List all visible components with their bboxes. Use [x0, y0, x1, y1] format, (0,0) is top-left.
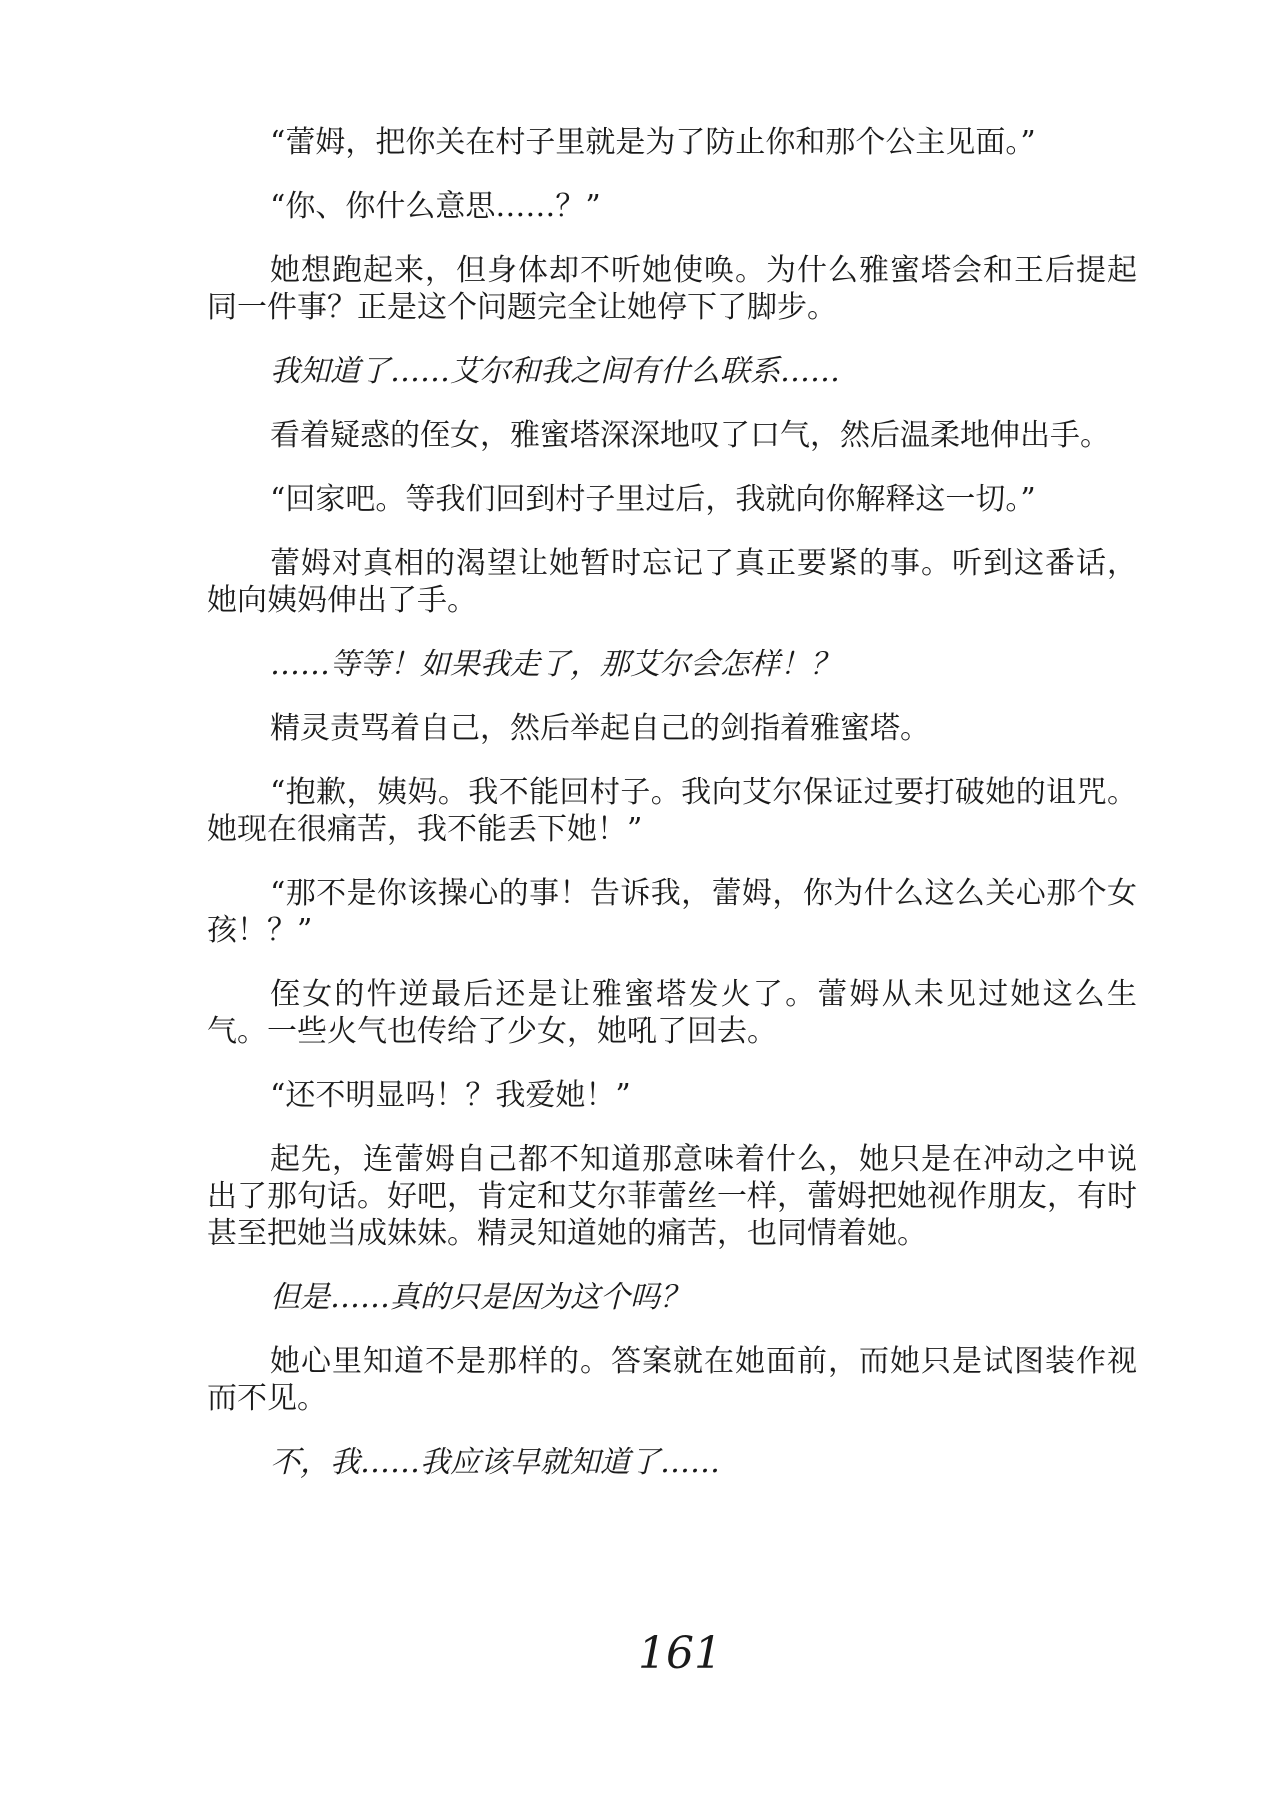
paragraph-8-thought: ……等等！如果我走了，那艾尔会怎样！？ — [270, 647, 840, 682]
paragraph-17-thought: 不，我……我应该早就知道了…… — [270, 1445, 720, 1480]
paragraph-13: “还不明显吗！？我爱她！” — [270, 1078, 631, 1113]
page-number: 161 — [638, 1628, 722, 1679]
paragraph-12: 侄女的忤逆最后还是让雅蜜塔发火了。蕾姆从未见过她这么生气。一些火气也传给了少女，她吼了回去。 — [207, 977, 1137, 1049]
paragraph-3: 她想跑起来，但身体却不听她使唤。为什么雅蜜塔会和王后提起同一件事？正是这个问题完全让她停下了脚步。 — [207, 253, 1137, 325]
paragraph-5: 看着疑惑的侄女，雅蜜塔深深地叹了口气，然后温柔地伸出手。 — [270, 418, 1110, 453]
paragraph-7: 蕾姆对真相的渴望让她暂时忘记了真正要紧的事。听到这番话，她向姨妈伸出了手。 — [207, 546, 1137, 618]
paragraph-1: “蕾姆，把你关在村子里就是为了防止你和那个公主见面。” — [270, 125, 1036, 160]
body-text — [207, 124, 1137, 1508]
paragraph-16: 她心里知道不是那样的。答案就在她面前，而她只是试图装作视而不见。 — [207, 1344, 1137, 1416]
paragraph-10: “抱歉，姨妈。我不能回村子。我向艾尔保证过要打破她的诅咒。她现在很痛苦，我不能丢下她！” — [207, 775, 1137, 847]
paragraph-9: 精灵责骂着自己，然后举起自己的剑指着雅蜜塔。 — [270, 711, 930, 746]
paragraph-14: 起先，连蕾姆自己都不知道那意味着什么，她只是在冲动之中说出了那句话。好吧，肯定和艾尔菲蕾丝一样，蕾姆把她视作朋友，有时甚至把她当成妹妹。精灵知道她的痛苦，也同情着她。 — [207, 1142, 1137, 1251]
paragraph-6: “回家吧。等我们回到村子里过后，我就向你解释这一切。” — [270, 482, 1036, 517]
paragraph-4-thought: 我知道了……艾尔和我之间有什么联系…… — [270, 354, 840, 389]
paragraph-15-thought: 但是……真的只是因为这个吗？ — [270, 1280, 690, 1315]
paragraph-11: “那不是你该操心的事！告诉我，蕾姆，你为什么这么关心那个女孩！？” — [207, 876, 1137, 948]
paragraph-2: “你、你什么意思……？” — [270, 189, 601, 224]
